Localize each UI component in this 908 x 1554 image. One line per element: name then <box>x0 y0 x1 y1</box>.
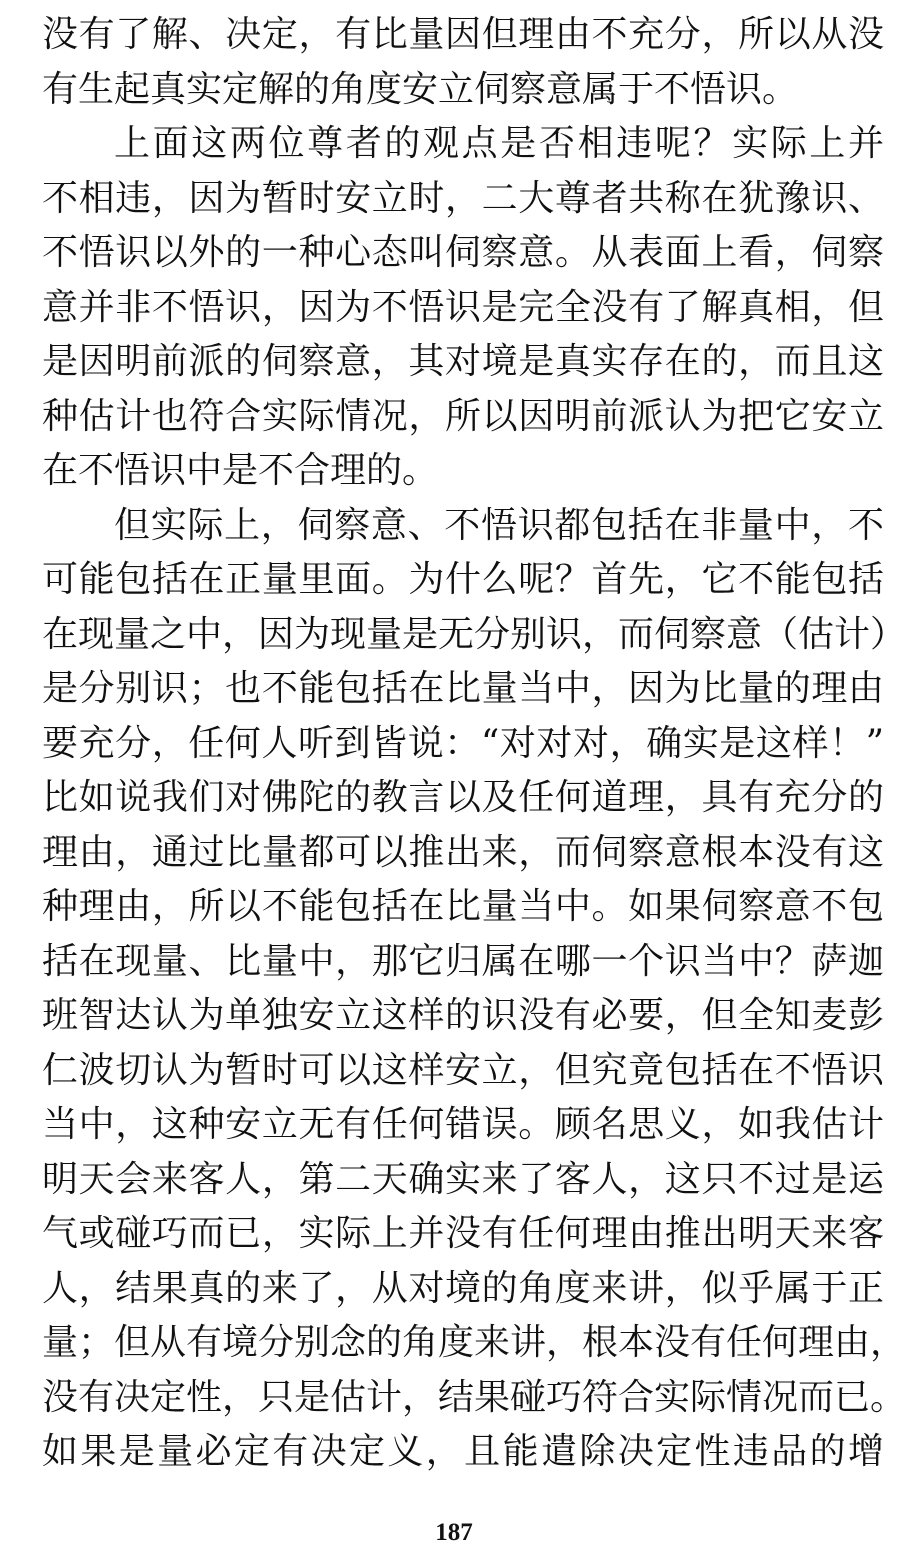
text-line: 种估计也符合实际情况，所以因明前派认为把它安立 <box>42 395 884 437</box>
text-line: 气或碰巧而已，实际上并没有任何理由推出明天来客 <box>42 1213 884 1254</box>
text-line: 没有了解、决定，有比量因但理由不充分，所以从没 <box>42 14 884 55</box>
text-line: 在现量之中，因为现量是无分别识，而伺察意（估计） <box>42 613 907 655</box>
text-line: 种理由，所以不能包括在比量当中。如果伺察意不包 <box>42 886 884 927</box>
text-line: 人，结果真的来了，从对境的角度来讲，似乎属于正 <box>42 1267 884 1309</box>
text-line: 量；但从有境分别念的角度来讲，根本没有任何理由， <box>42 1322 907 1363</box>
text-line: 是因明前派的伺察意，其对境是真实存在的，而且这 <box>42 341 884 382</box>
text-line: 可能包括在正量里面。为什么呢？首先，它不能包括 <box>42 559 884 600</box>
text-line: 不相违，因为暂时安立时，二大尊者共称在犹豫识、 <box>42 177 884 219</box>
paragraph-start-line: 但实际上，伺察意、不悟识都包括在非量中，不 <box>114 504 884 546</box>
paragraph-start-line: 上面这两位尊者的观点是否相违呢？实际上并 <box>114 123 884 164</box>
text-line: 有生起真实定解的角度安立伺察意属于不悟识。 <box>42 68 799 110</box>
text-line: 比如说我们对佛陀的教言以及任何道理，具有充分的 <box>42 777 884 818</box>
text-line: 班智达认为单独安立这样的识没有必要，但全知麦彭 <box>42 995 884 1036</box>
text-line: 是分别识；也不能包括在比量当中，因为比量的理由 <box>42 668 884 709</box>
text-line: 仁波切认为暂时可以这样安立，但究竟包括在不悟识 <box>42 1049 884 1091</box>
page-number: 187 <box>435 1519 473 1546</box>
text-line: 没有决定性，只是估计，结果碰巧符合实际情况而已。 <box>42 1376 907 1418</box>
text-line: 括在现量、比量中，那它归属在哪一个识当中？萨迦 <box>42 940 884 982</box>
text-line: 在不悟识中是不合理的。 <box>42 450 439 491</box>
text-line: 要充分，任何人听到皆说：“对对对，确实是这样！” <box>42 722 884 764</box>
body-text <box>0 9 908 1481</box>
text-line: 明天会来客人，第二天确实来了客人，这只不过是运 <box>42 1158 884 1200</box>
text-line: 当中，这种安立无有任何错误。顾名思义，如我估计 <box>42 1104 884 1145</box>
text-line: 如果是量必定有决定义，且能遣除决定性违品的增 <box>42 1431 884 1472</box>
text-line: 理由，通过比量都可以推出来，而伺察意根本没有这 <box>42 831 884 873</box>
text-line: 意并非不悟识，因为不悟识是完全没有了解真相，但 <box>42 286 884 328</box>
text-line: 不悟识以外的一种心态叫伺察意。从表面上看，伺察 <box>42 232 884 273</box>
